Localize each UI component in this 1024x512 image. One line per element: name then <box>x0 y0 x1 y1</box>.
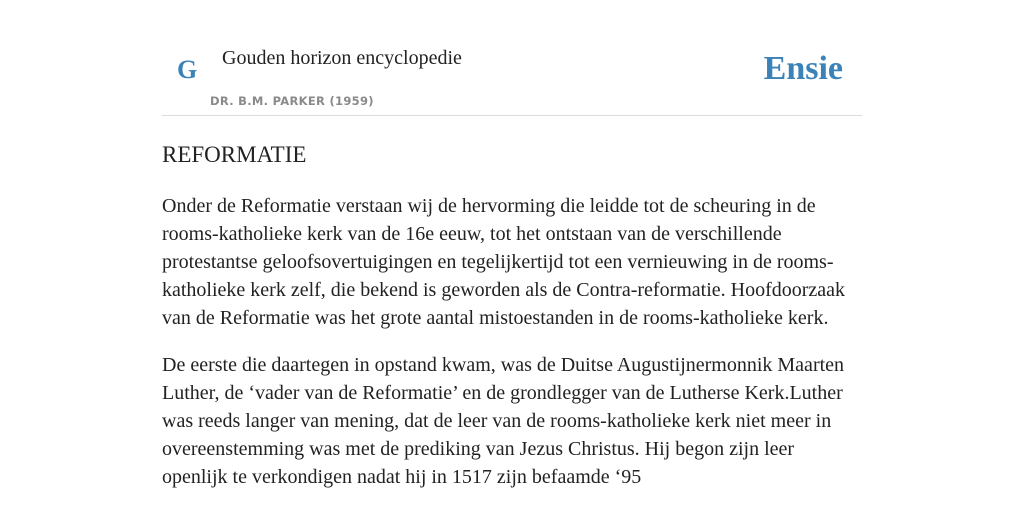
book-author: DR. B.M. PARKER (1959) <box>210 94 374 108</box>
book-logo-icon[interactable]: G <box>177 55 198 84</box>
ensie-logo-link[interactable]: Ensie <box>763 50 843 87</box>
article-body <box>162 192 862 510</box>
article-title: REFORMATIE <box>162 142 307 167</box>
article-paragraph: Onder de Reformatie verstaan wij de hervorming die leidde tot de scheuring in de rooms-katholieke kerk van de 16e eeuw, tot het ontstaan van de verschillende protestantse geloofsovertuigingen en tegelijkertijd tot een vernieuwing in de rooms-katholieke kerk zelf, die bekend is geworden als de Contra-reformatie. Hoofdoorzaak van de Reformatie was het grote aantal mistoestanden in de rooms-katholieke kerk. <box>162 195 846 329</box>
book-title-link[interactable]: Gouden horizon encyclopedie <box>222 47 462 69</box>
header <box>162 0 862 116</box>
article-paragraph: De eerste die daartegen in opstand kwam, was de Duitse Augustijnermonnik Maarten Luther, de ‘vader van de Reformatie’ en de grondlegger van de Lutherse Kerk.Luther was reeds langer van mening, dat de leer van de rooms-katholieke kerk niet meer in overeenstemming was met de prediking van Jezus Christus. Hij begon zijn leer openlijk te verkondigen nadat hij in 1517 zijn befaamde ‘95 <box>162 354 845 488</box>
